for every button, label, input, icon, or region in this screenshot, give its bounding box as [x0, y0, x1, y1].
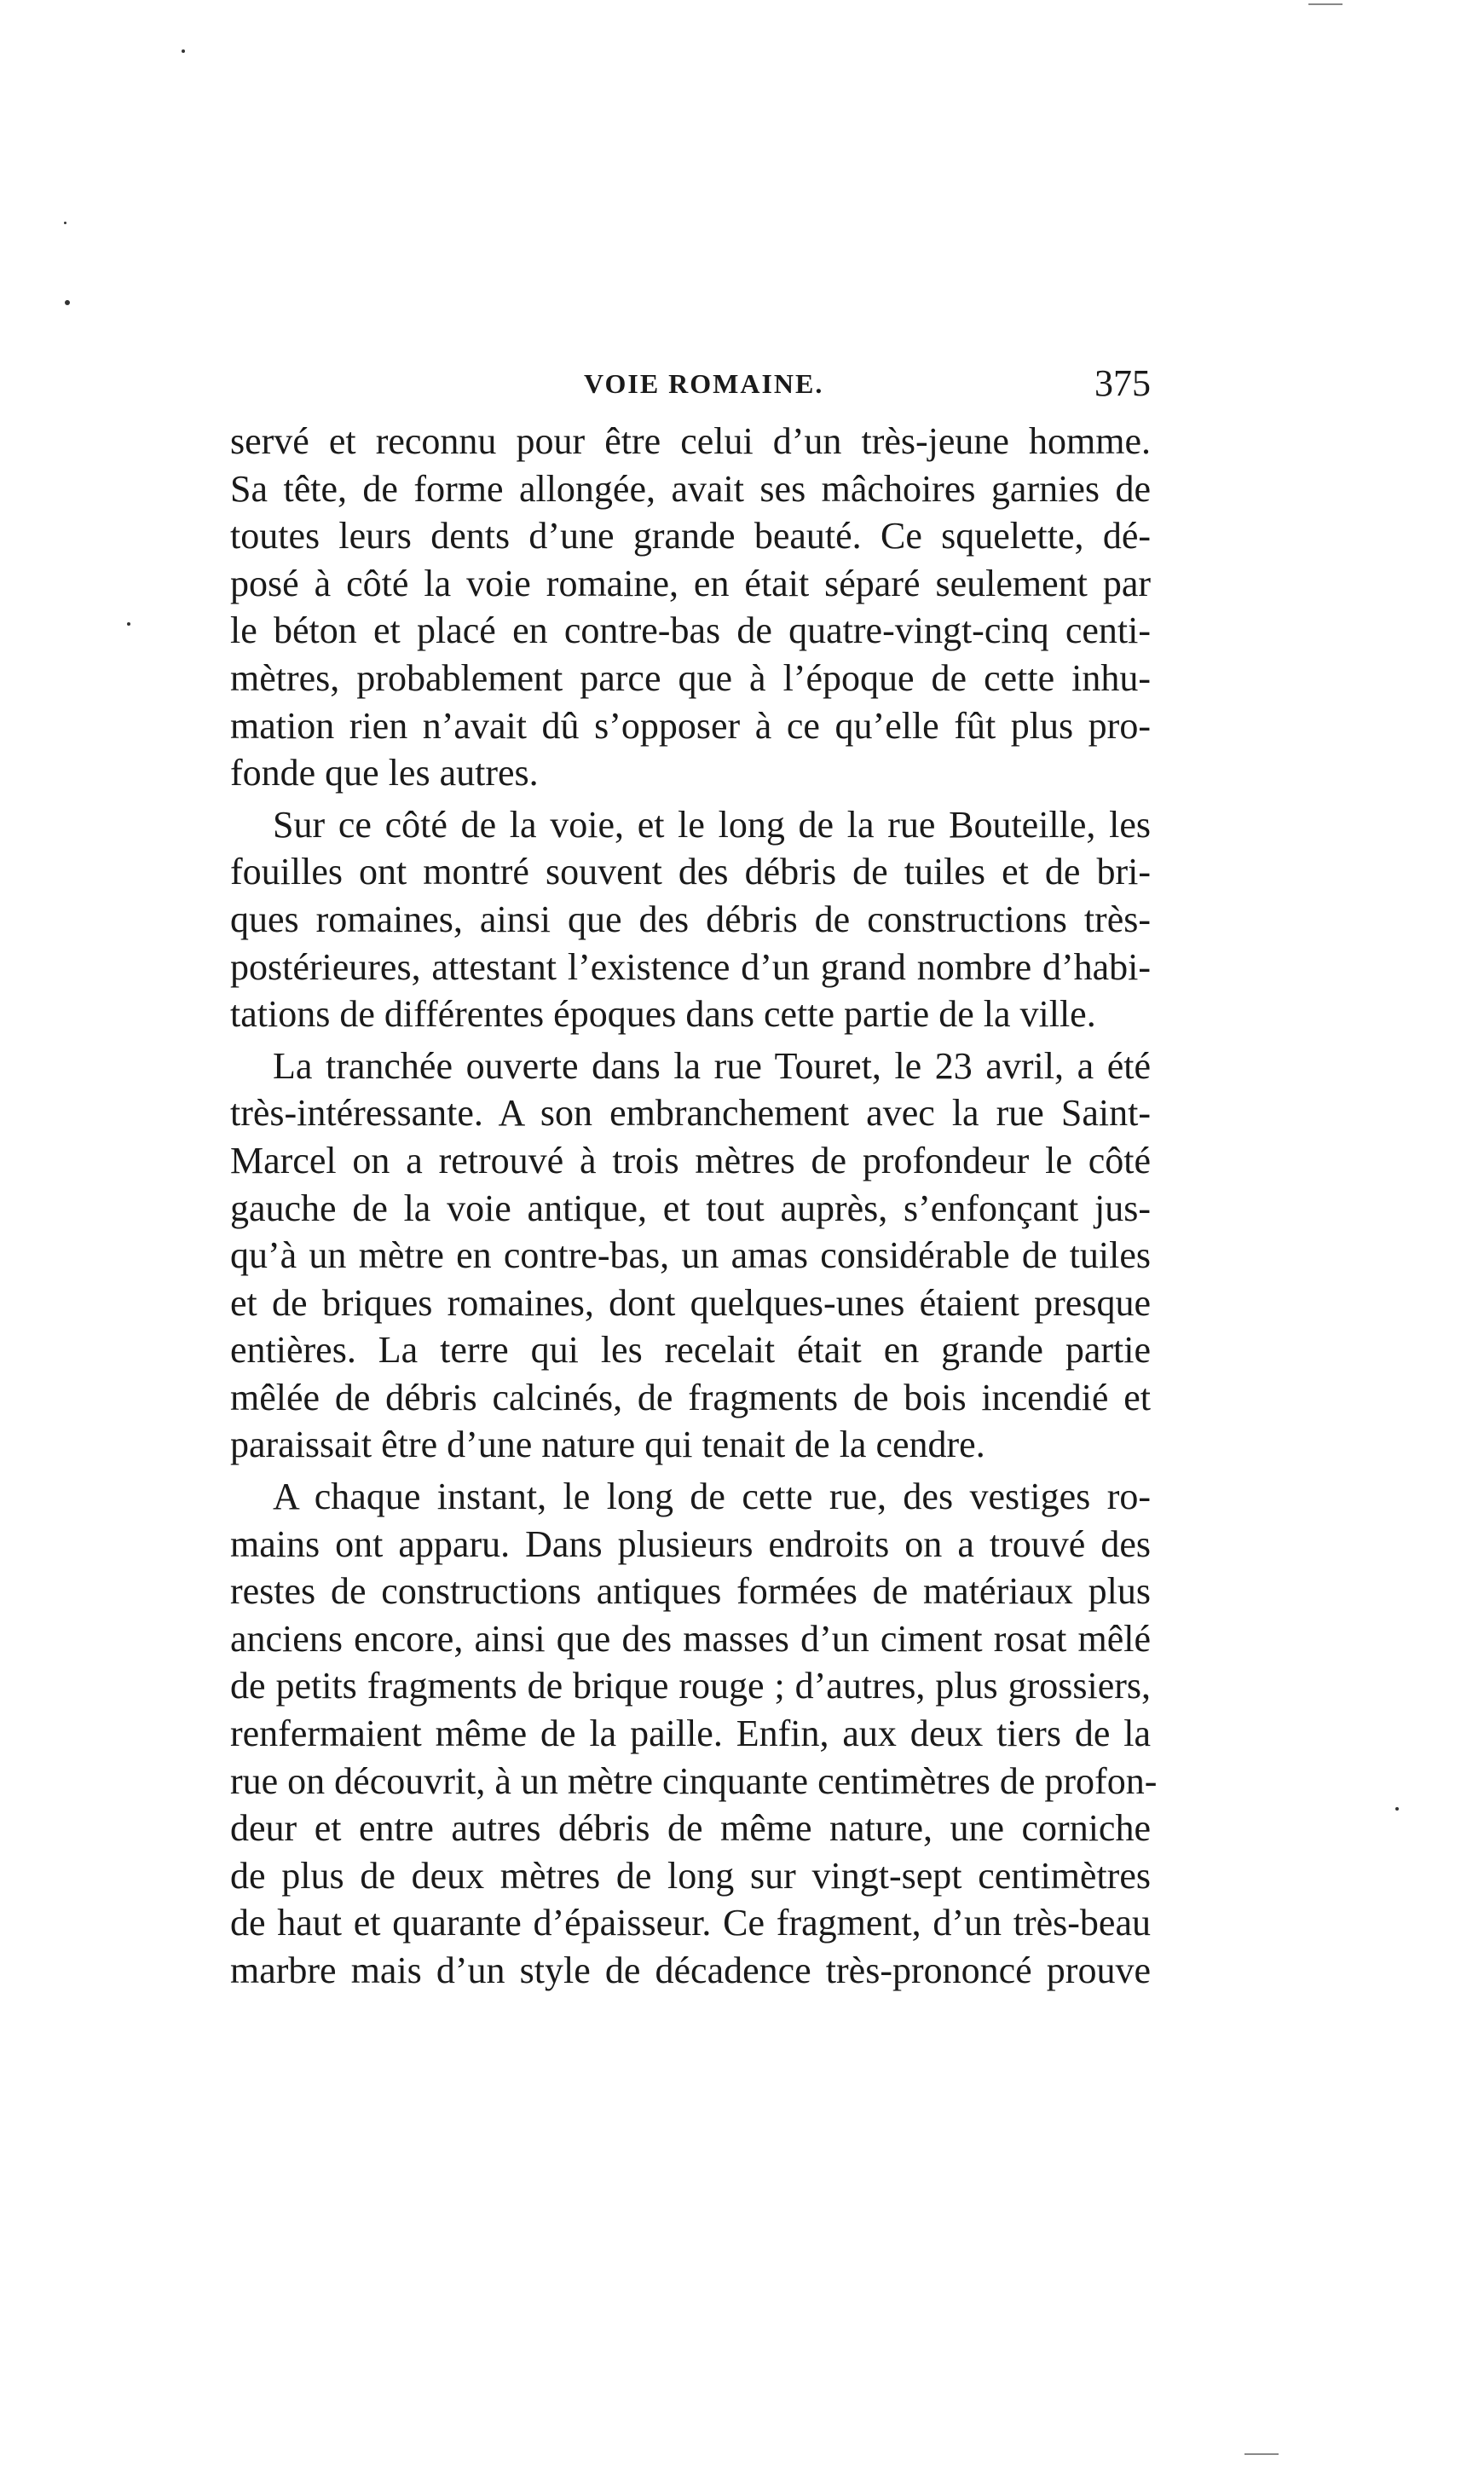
scan-speck [64, 222, 66, 224]
text-line: mètres, probablement parce que à l’époque de cette inhu- [230, 656, 1151, 699]
body-text [230, 418, 1158, 1995]
running-head [230, 361, 1151, 413]
scan-speck [127, 622, 130, 626]
text-line: fonde que les autres. [230, 752, 539, 794]
scan-speck [65, 300, 70, 305]
text-line: restes de constructions antiques formées de matériaux plus [230, 1570, 1151, 1613]
scan-speck [182, 49, 185, 53]
text-line: Marcel on a retrouvé à trois mètres de profondeur le côté [230, 1139, 1151, 1181]
text-line: très-intéressante. A son embranchement avec la rue Saint- [230, 1092, 1151, 1135]
scan-edge-mark [1308, 3, 1343, 5]
text-line: mation rien n’avait dû s’opposer à ce qu’elle fût plus pro- [230, 704, 1151, 747]
scan-edge-mark [1244, 2453, 1279, 2455]
text-line: de petits fragments de brique rouge ; d’autres, plus grossiers, [230, 1665, 1151, 1707]
running-title: VOIE ROMAINE. [584, 368, 824, 399]
text-line: deur et entre autres débris de même nature, une corniche [230, 1807, 1151, 1850]
text-line: et de briques romaines, dont quelques-unes étaient presque [230, 1281, 1151, 1324]
text-line: servé et reconnu pour être celui d’un très-jeune homme. [230, 420, 1151, 462]
text-line: gauche de la voie antique, et tout auprès, s’enfonçant jus- [230, 1187, 1151, 1229]
text-line: renfermaient même de la paille. Enfin, aux deux tiers de la [230, 1713, 1151, 1755]
text-line: A chaque instant, le long de cette rue, des vestiges ro- [273, 1476, 1151, 1518]
text-line: de haut et quarante d’épaisseur. Ce fragment, d’un très-beau [230, 1902, 1151, 1944]
text-line: Sur ce côté de la voie, et le long de la rue Bouteille, les [273, 803, 1151, 846]
text-line: entières. La terre qui les recelait était en grande partie [230, 1329, 1151, 1372]
text-line: La tranchée ouverte dans la rue Touret, le 23 avril, a été [273, 1044, 1151, 1087]
text-line: fouilles ont montré souvent des débris de tuiles et de bri- [230, 851, 1151, 893]
text-line: postérieures, attestant l’existence d’un grand nombre d’habi- [230, 945, 1151, 988]
text-line: de plus de deux mètres de long sur vingt-sept centimètres [230, 1854, 1151, 1897]
text-line: marbre mais d’un style de décadence très-prononcé prouve [230, 1949, 1151, 1991]
text-line: mains ont apparu. Dans plusieurs endroits on a trouvé des [230, 1522, 1151, 1565]
text-line: posé à côté la voie romaine, en était séparé seulement par [230, 562, 1151, 604]
text-line: toutes leurs dents d’une grande beauté. Ce squelette, dé- [230, 515, 1151, 557]
text-line: mêlée de débris calcinés, de fragments de bois incendié et [230, 1376, 1151, 1418]
scan-speck [1395, 1807, 1399, 1811]
text-line: paraissait être d’une nature qui tenait de la cendre. [230, 1424, 985, 1466]
page-number: 375 [1094, 362, 1151, 404]
text-line: rue on découvrit, à un mètre cinquante centimètres de profon- [230, 1759, 1158, 1802]
text-line: le béton et placé en contre-bas de quatre-vingt-cinq centi- [230, 609, 1151, 652]
text-line: anciens encore, ainsi que des masses d’un ciment rosat mêlé [230, 1617, 1151, 1660]
text-line: tations de différentes époques dans cette partie de la ville. [230, 993, 1096, 1036]
text-line: Sa tête, de forme allongée, avait ses mâchoires garnies de [230, 467, 1151, 510]
text-line: ques romaines, ainsi que des débris de constructions très- [230, 898, 1151, 940]
text-line: qu’à un mètre en contre-bas, un amas considérable de tuiles [230, 1234, 1151, 1277]
